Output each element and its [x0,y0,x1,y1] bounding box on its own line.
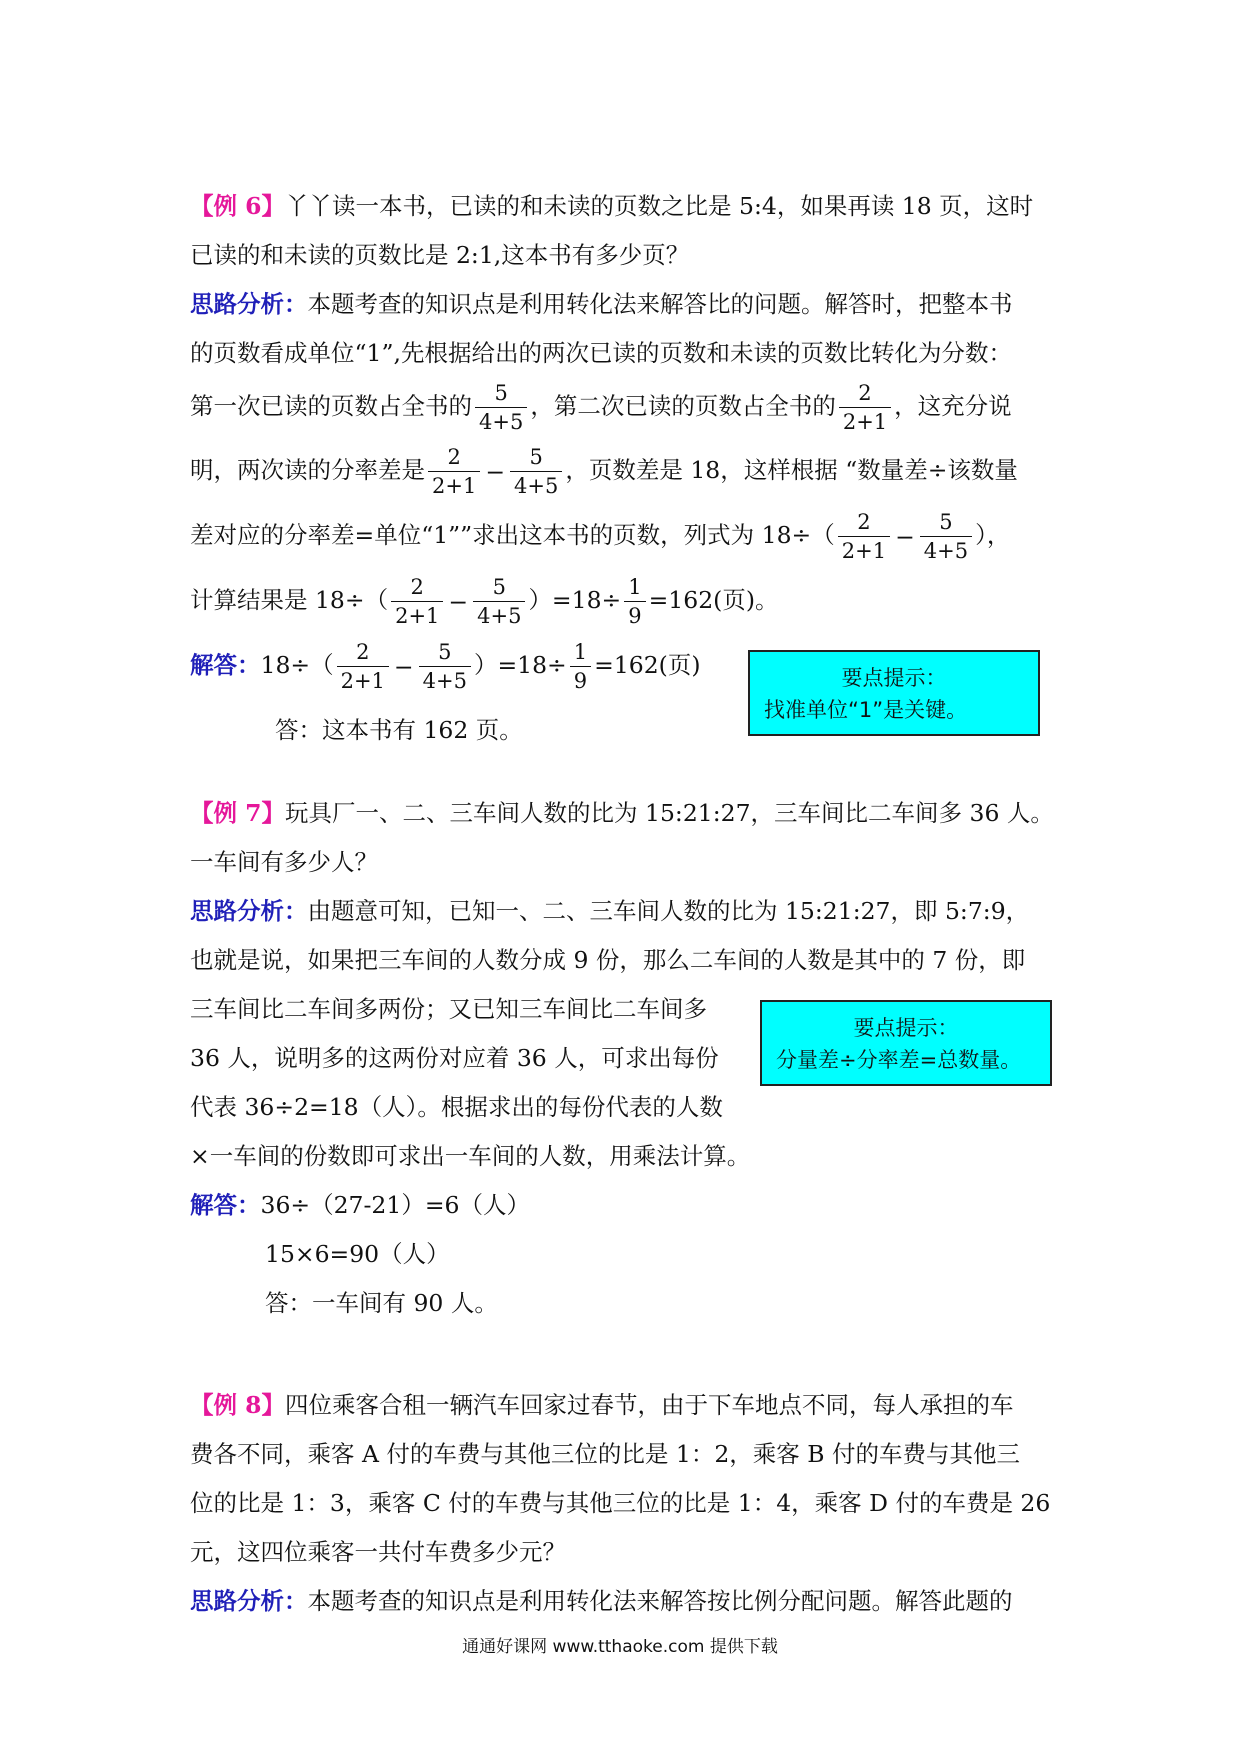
ex7-question-line-2: 一车间有多少人？ [190,848,378,876]
ex6-analysis-text-1: 本题考查的知识点是利用转化法来解答比的问题。解答时，把整本书 [307,290,1013,318]
ex7-analysis-line-4: 36 人，说明多的这两份对应着 36 人，可求出每份 [190,1044,719,1072]
ex7-label: 【例 7】 [190,799,286,827]
ex7-analysis-line-6: ×一车间的份数即可求出一车间的人数，用乘法计算。 [190,1142,751,1170]
minus-sign: − [393,652,414,681]
ex6-analysis-line-2: 的页数看成单位“1”,先根据给出的两次已读的页数和未读的页数比转化为分数： [190,339,1012,367]
ex6-answer-line [190,635,710,695]
ex6-analysis-line-1 [190,287,1060,321]
fraction-2-over-2plus1: $\frac{2}{2+1}$ [337,640,389,693]
ex7-question-text-1: 玩具厂一、二、三车间人数的比为 15:21:27，三车间比二车间多 36 人。 [285,799,1054,827]
ex8-question-line-3: 位的比是 1：3，乘客 C 付的车费与其他三位的比是 1：4，乘客 D 付的车费是 26 [190,1489,1051,1517]
ex6-answer-text-b: ）=18÷ [473,651,567,679]
ex7-answer-line-1 [190,1188,1060,1222]
fraction-2-over-2plus1: $\frac{2}{2+1}$ [391,575,443,628]
ex7-tip-body: 分量差÷分率差=总数量。 [776,1048,1022,1072]
fraction-1-over-9: $\frac{1}{9}$ [570,640,591,693]
ex8-analysis-text-1: 本题考查的知识点是利用转化法来解答按比例分配问题。解答此题的 [307,1587,1013,1615]
fraction-5-over-4plus5: $\frac{5}{4+5}$ [475,381,527,434]
ex8-question-line-1 [190,1388,1060,1422]
ex7-analysis-line-2: 也就是说，如果把三车间的人数分成 9 份，那么二车间的人数是其中的 7 份，即 [190,946,1026,974]
ex6-question-line-1 [190,189,1060,223]
ex6-analysis-text-3b: ，第二次已读的页数占全书的 [530,392,836,420]
ex7-tip-title: 要点提示： [853,1016,959,1040]
ex6-analysis-text-4b: ，页数差是 18，这样根据 “数量差÷该数量 [565,456,1018,484]
ex7-answer-line-2: 15×6=90（人） [265,1240,450,1268]
ex6-question-line-2: 已读的和未读的页数比是 2:1,这本书有多少页？ [190,241,690,269]
ex7-answer-line-3: 答：一车间有 90 人。 [265,1289,498,1317]
ex6-answer-label: 解答： [190,651,261,679]
ex7-analysis-line-3: 三车间比二车间多两份；又已知三车间比二车间多 [190,995,707,1023]
ex6-tip-body: 找准单位“1”是关键。 [764,698,968,722]
ex6-analysis-text-6b: ）=18÷ [528,586,622,614]
minus-sign: − [485,457,506,486]
ex6-analysis-text-4a: 明，两次读的分率差是 [190,456,425,484]
ex6-analysis-line-6 [190,570,1060,630]
ex7-question-line-1 [190,796,1060,830]
page-footer: 通通好课网 www.tthaoke.com 提供下载 [462,1637,778,1657]
ex8-question-line-4: 元，这四位乘客一共付车费多少元？ [190,1538,566,1566]
ex6-answer-text-c: =162(页) [594,651,701,679]
ex7-analysis-label: 思路分析： [190,897,308,925]
ex6-answer-text-a: 18÷（ [260,651,334,679]
minus-sign: − [448,587,469,616]
ex7-answer-text-1: 36÷（27-21）=6（人） [260,1191,530,1219]
ex6-analysis-text-5a: 差对应的分率差=单位“1””求出这本书的页数，列式为 18÷（ [190,521,835,549]
ex6-analysis-label: 思路分析： [190,290,308,318]
fraction-5-over-4plus5: $\frac{5}{4+5}$ [419,640,471,693]
ex7-answer-label: 解答： [190,1191,261,1219]
ex8-analysis-line-1 [190,1584,1060,1618]
fraction-1-over-9: $\frac{1}{9}$ [624,575,645,628]
minus-sign: − [895,522,915,551]
ex6-analysis-line-3 [190,376,1060,436]
fraction-5-over-4plus5: $\frac{5}{4+5}$ [920,510,972,563]
fraction-5-over-4plus5: $\frac{5}{4+5}$ [473,575,525,628]
ex6-analysis-text-6c: =162(页)。 [648,586,779,614]
fraction-2-over-2plus1: $\frac{2}{2+1}$ [428,445,480,498]
ex7-analysis-line-1 [190,894,1060,928]
ex6-analysis-line-4 [190,440,1060,500]
ex8-label: 【例 8】 [190,1391,286,1419]
ex6-analysis-text-5b: ）， [975,521,1011,549]
ex6-analysis-text-3a: 第一次已读的页数占全书的 [190,392,472,420]
ex6-tip-title: 要点提示： [841,666,947,690]
ex8-question-text-1: 四位乘客合租一辆汽车回家过春节，由于下车地点不同，每人承担的车 [285,1391,1014,1419]
ex6-question-text-1: 丫丫读一本书，已读的和未读的页数之比是 5:4，如果再读 18 页，这时 [285,192,1034,220]
ex7-analysis-line-5: 代表 36÷2=18（人）。根据求出的每份代表的人数 [190,1093,723,1121]
ex6-analysis-text-3c: ，这充分说 [894,392,1012,420]
fraction-5-over-4plus5: $\frac{5}{4+5}$ [510,445,562,498]
ex6-analysis-line-5 [190,505,1060,565]
ex7-tip-box [760,1000,1052,1086]
ex6-answer-sentence: 答：这本书有 162 页。 [275,716,523,744]
fraction-2-over-2plus1: $\frac{2}{2+1}$ [839,381,891,434]
ex8-question-line-2: 费各不同，乘客 A 付的车费与其他三位的比是 1：2，乘客 B 付的车费与其他三 [190,1440,1020,1468]
ex6-label: 【例 6】 [190,192,286,220]
ex7-analysis-text-1: 由题意可知，已知一、二、三车间人数的比为 15:21:27，即 5:7:9， [307,897,1030,925]
ex6-tip-box [748,650,1040,736]
ex8-analysis-label: 思路分析： [190,1587,308,1615]
ex6-analysis-text-6a: 计算结果是 18÷（ [190,586,389,614]
fraction-2-over-2plus1: $\frac{2}{2+1}$ [838,510,890,563]
